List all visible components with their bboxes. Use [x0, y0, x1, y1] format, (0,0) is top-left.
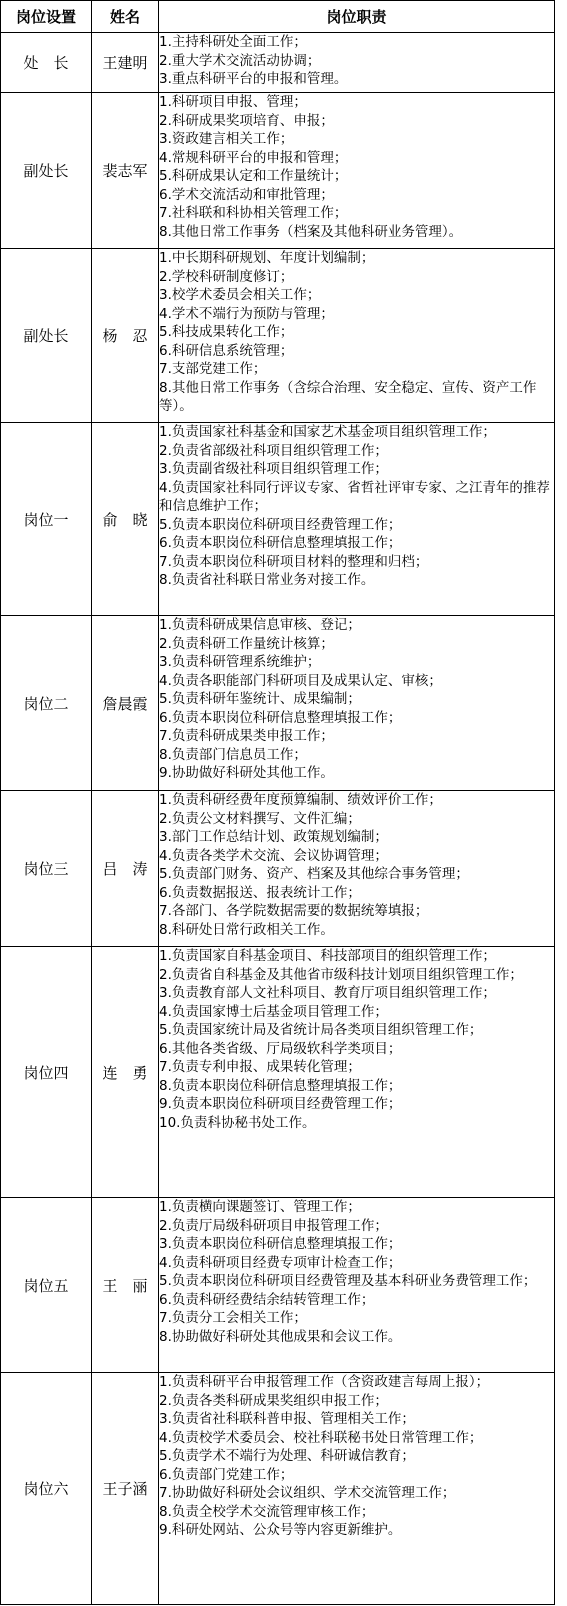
header-duties: 岗位职责	[159, 1, 555, 33]
duty-item: 7.各部门、各学院数据需要的数据统筹填报；	[159, 903, 429, 919]
position-cell: 副处长	[1, 249, 92, 423]
duty-item: 5.负责部门财务、资产、档案及其他综合事务管理；	[159, 866, 469, 882]
table-row	[1, 93, 555, 249]
table-row	[1, 33, 555, 93]
duties-cell	[159, 616, 555, 791]
name-cell: 詹晨霞	[92, 616, 159, 791]
table-row	[1, 1198, 555, 1373]
duties-cell	[159, 249, 555, 423]
table-body	[1, 33, 555, 1605]
duty-item: 8.负责部门信息员工作；	[159, 746, 307, 763]
position-cell: 岗位二	[1, 616, 92, 791]
duty-item: 1.负责科研经费年度预算编制、绩效评价工作；	[159, 792, 442, 808]
name-cell: 裴志军	[92, 93, 159, 249]
table-row	[1, 791, 555, 947]
duty-item: 2.科研成果奖项培育、申报；	[159, 112, 334, 129]
duty-item: 6.科研信息系统管理；	[159, 342, 294, 359]
duty-item: 3.负责科研管理系统维护；	[159, 654, 321, 670]
duty-item: 4.学术不端行为预防与管理；	[159, 305, 334, 322]
duties-cell	[159, 1373, 555, 1605]
duty-item: 1.负责科研成果信息审核、登记；	[159, 617, 361, 633]
duty-item: 1.主持科研处全面工作；	[159, 34, 307, 50]
duty-item: 6.负责本职岗位科研信息整理填报工作；	[159, 535, 402, 551]
duty-item: 3.重点科研平台的申报和管理。	[159, 71, 348, 87]
name-cell: 王 丽	[92, 1198, 159, 1373]
header-name: 姓名	[92, 1, 159, 33]
duty-item: 4.负责国家社科同行评议专家、省哲社评审专家、之江青年的推荐和信息维护工作；	[159, 479, 550, 514]
duties-cell	[159, 1198, 555, 1373]
duty-item: 6.负责科研经费结余结转管理工作；	[159, 1291, 375, 1308]
duty-item: 8.负责省社科联日常业务对接工作。	[159, 572, 375, 588]
duties-cell	[159, 791, 555, 947]
table-row	[1, 1373, 555, 1605]
duty-item: 8.其他日常工作事务（含综合治理、安全稳定、宣传、资产工作等）。	[159, 379, 537, 414]
duty-item: 5.科技成果转化工作；	[159, 324, 294, 340]
duty-item: 7.负责专利申报、成果转化管理；	[159, 1059, 361, 1075]
duty-item: 6.学术交流活动和审批管理；	[159, 186, 334, 203]
position-cell: 副处长	[1, 93, 92, 249]
duty-item: 4.常规科研平台的申报和管理；	[159, 149, 348, 166]
duty-item: 6.负责部门党建工作；	[159, 1466, 294, 1483]
duties-cell	[159, 947, 555, 1198]
table-row	[1, 947, 555, 1198]
duty-item: 2.负责各类科研成果奖组织申报工作；	[159, 1392, 388, 1409]
duty-item: 2.负责省部级社科项目组织管理工作；	[159, 442, 388, 459]
table-row	[1, 616, 555, 791]
table-row	[1, 249, 555, 423]
duty-item: 2.负责省自科基金及其他省市级科技计划项目组织管理工作；	[159, 966, 523, 983]
duty-item: 5.科研成果认定和工作量统计；	[159, 168, 348, 184]
header-position: 岗位设置	[1, 1, 92, 33]
duty-item: 3.负责副省级社科项目组织管理工作；	[159, 461, 388, 477]
duty-item: 3.负责本职岗位科研信息整理填报工作；	[159, 1236, 402, 1252]
duties-cell	[159, 423, 555, 616]
duty-item: 4.负责各职能部门科研项目及成果认定、审核；	[159, 672, 442, 689]
position-cell: 岗位四	[1, 947, 92, 1198]
duty-item: 7.负责本职岗位科研项目材料的整理和归档；	[159, 553, 429, 570]
duty-item: 7.支部党建工作；	[159, 361, 267, 377]
duty-item: 6.其他各类省级、厅局级软科学类项目；	[159, 1040, 402, 1057]
duty-item: 5.负责学术不端行为处理、科研诚信教育；	[159, 1448, 415, 1464]
duty-item: 1.负责国家自科基金项目、科技部项目的组织管理工作；	[159, 948, 496, 964]
duty-item: 8.其他日常工作事务（档案及其他科研业务管理）。	[159, 223, 463, 240]
duty-item: 5.负责科研年鉴统计、成果编制；	[159, 691, 361, 707]
duty-item: 5.负责本职岗位科研项目经费管理工作；	[159, 516, 402, 533]
duty-item: 1.中长期科研规划、年度计划编制；	[159, 250, 375, 266]
duty-item: 8.科研处日常行政相关工作。	[159, 921, 334, 938]
duty-item: 2.负责科研工作量统计核算；	[159, 635, 334, 652]
position-cell: 处 长	[1, 33, 92, 93]
duty-item: 9.协助做好科研处其他工作。	[159, 765, 334, 781]
duty-item: 3.校学术委员会相关工作；	[159, 287, 321, 303]
duty-item: 1.科研项目申报、管理；	[159, 94, 307, 110]
duty-item: 4.负责科研项目经费专项审计检查工作；	[159, 1254, 402, 1271]
duty-item: 6.负责数据报送、报表统计工作；	[159, 884, 361, 901]
position-cell: 岗位一	[1, 423, 92, 616]
duty-item: 4.负责各类学术交流、会议协调管理；	[159, 847, 388, 864]
duty-item: 1.负责横向课题签订、管理工作；	[159, 1199, 361, 1215]
name-cell: 王子涵	[92, 1373, 159, 1605]
duty-item: 5.负责国家统计局及省统计局各类项目组织管理工作；	[159, 1022, 483, 1038]
position-cell: 岗位五	[1, 1198, 92, 1373]
duty-item: 8.协助做好科研处其他成果和会议工作。	[159, 1328, 402, 1345]
duties-cell	[159, 93, 555, 249]
duty-item: 3.负责省社科联科普申报、管理相关工作；	[159, 1411, 415, 1427]
duty-item: 2.负责厅局级科研项目申报管理工作；	[159, 1217, 388, 1234]
duty-item: 3.资政建言相关工作；	[159, 131, 294, 147]
duty-item: 8.负责全校学术交流管理审核工作；	[159, 1503, 375, 1520]
duty-item: 9.负责本职岗位科研项目经费管理工作；	[159, 1096, 402, 1112]
duty-item: 9.科研处网站、公众号等内容更新维护。	[159, 1522, 402, 1538]
duty-item: 4.负责国家博士后基金项目管理工作；	[159, 1003, 388, 1020]
duty-item: 7.协助做好科研处会议组织、学术交流管理工作；	[159, 1485, 456, 1501]
duty-item: 7.负责分工会相关工作；	[159, 1310, 307, 1326]
duty-item: 8.负责本职岗位科研信息整理填报工作；	[159, 1077, 402, 1094]
duty-item: 2.学校科研制度修订；	[159, 268, 294, 285]
name-cell: 连 勇	[92, 947, 159, 1198]
position-cell: 岗位六	[1, 1373, 92, 1605]
name-cell: 吕 涛	[92, 791, 159, 947]
duty-item: 2.重大学术交流活动协调；	[159, 52, 321, 69]
duties-cell	[159, 33, 555, 93]
duty-item: 6.负责本职岗位科研信息整理填报工作；	[159, 709, 402, 726]
name-cell: 杨 忍	[92, 249, 159, 423]
name-cell: 俞 晓	[92, 423, 159, 616]
duty-item: 4.负责校学术委员会、校社科联秘书处日常管理工作；	[159, 1429, 483, 1446]
duty-item: 5.负责本职岗位科研项目经费管理及基本科研业务费管理工作；	[159, 1273, 537, 1289]
header-row	[1, 1, 555, 33]
duty-item: 7.负责科研成果类申报工作；	[159, 728, 334, 744]
duty-item: 2.负责公文材料撰写、文件汇编；	[159, 810, 361, 827]
duty-item: 1.负责科研平台申报管理工作（含资政建言每周上报）；	[159, 1374, 490, 1390]
duty-item: 1.负责国家社科基金和国家艺术基金项目组织管理工作；	[159, 424, 496, 440]
table-row	[1, 423, 555, 616]
position-cell: 岗位三	[1, 791, 92, 947]
duty-item: 3.部门工作总结计划、政策规划编制；	[159, 829, 388, 845]
duty-item: 3.负责教育部人文社科项目、教育厅项目组织管理工作；	[159, 985, 496, 1001]
duty-item: 10.负责科协秘书处工作。	[159, 1114, 316, 1131]
duty-item: 7.社科联和科协相关管理工作；	[159, 205, 348, 221]
name-cell: 王建明	[92, 33, 159, 93]
